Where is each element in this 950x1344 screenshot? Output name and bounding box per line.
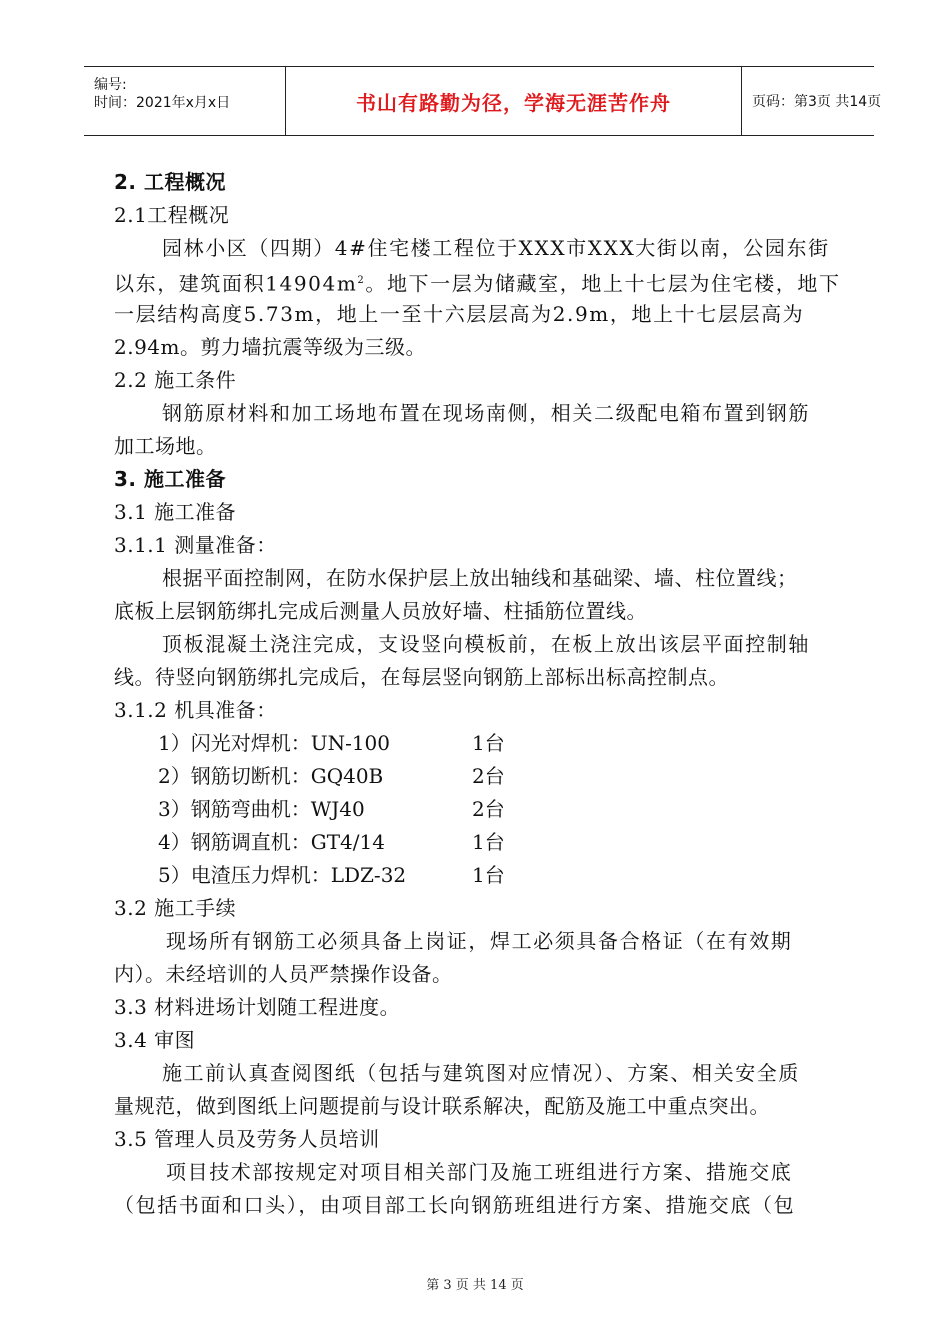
paragraph-line: 项目技术部按规定对项目相关部门及施工班组进行方案、措施交底 (166, 1160, 793, 1184)
machine-qty: 1台 (472, 830, 505, 854)
paragraph-line: 钢筋原材料和加工场地布置在现场南侧，相关二级配电箱布置到钢筋 (162, 401, 810, 425)
paragraph-line: 一层结构高度5.73m，地上一至十六层层高为2.9m，地上十七层层高为 (114, 302, 805, 326)
section-3-5-title: 3.5 管理人员及劳务人员培训 (114, 1127, 380, 1151)
date-label: 时间：2021年x月x日 (94, 95, 231, 111)
paragraph-line (114, 269, 841, 296)
machine-name: 1）闪光对焊机：UN-100 (158, 731, 391, 755)
section-3-4-title: 3.4 审图 (114, 1028, 196, 1052)
header-motto: 书山有路勤为径，学海无涯苦作舟 (286, 67, 742, 135)
section-3-1-title: 3.1 施工准备 (114, 500, 237, 524)
section-3-1-2-title: 3.1.2 机具准备： (114, 698, 277, 722)
section-3-1-1-title: 3.1.1 测量准备： (114, 533, 277, 557)
section-3-title: 3. 施工准备 (114, 467, 226, 491)
machine-name: 5）电渣压力焊机：LDZ-32 (158, 863, 407, 887)
machine-qty: 2台 (472, 764, 505, 788)
machine-name: 2）钢筋切断机：GQ40B (158, 764, 384, 788)
number-label: 编号: (94, 77, 127, 93)
section-2-title: 2. 工程概况 (114, 170, 226, 194)
paragraph-line: 施工前认真查阅图纸（包括与建筑图对应情况）、方案、相关安全质 (162, 1061, 800, 1085)
paragraph-line: （包括书面和口头），由项目部工长向钢筋班组进行方案、措施交底（包 (114, 1193, 796, 1217)
paragraph-line: 根据平面控制网，在防水保护层上放出轴线和基础梁、墙、柱位置线； (162, 566, 798, 590)
paragraph-line: 顶板混凝土浇注完成，支设竖向模板前，在板上放出该层平面控制轴 (162, 632, 810, 656)
paragraph-line: 内）。未经培训的人员严禁操作设备。 (114, 962, 453, 986)
page-header (84, 66, 882, 136)
header-info-cell (84, 67, 286, 135)
paragraph-line: 量规范，做到图纸上问题提前与设计联系解决，配筋及施工中重点突出。 (114, 1094, 770, 1118)
paragraph-line: 线。待竖向钢筋绑扎完成后，在每层竖向钢筋上部标出标高控制点。 (114, 665, 729, 689)
machine-name: 3）钢筋弯曲机：WJ40 (158, 797, 365, 821)
paragraph-line: 园林小区（四期）4#住宅楼工程位于XXX市XXX大街以南，公园东街 (162, 236, 830, 260)
machine-qty: 1台 (472, 863, 505, 887)
paragraph-text: 。地下一层为储藏室，地上十七层为住宅楼，地下 (365, 271, 841, 296)
page-footer: 第 3 页 共 14 页 (426, 1278, 524, 1293)
machine-qty: 1台 (472, 731, 505, 755)
paragraph-line: 现场所有钢筋工必须具备上岗证，焊工必须具备合格证（在有效期 (166, 929, 793, 953)
section-2-2-title: 2.2 施工条件 (114, 368, 237, 392)
section-2-1-title: 2.1工程概况 (114, 203, 230, 227)
paragraph-text: 以东，建筑面积14904m (114, 271, 358, 296)
section-3-3-title: 3.3 材料进场计划随工程进度。 (114, 995, 401, 1019)
superscript: 2 (357, 275, 366, 286)
section-3-2-title: 3.2 施工手续 (114, 896, 237, 920)
paragraph-line: 加工场地。 (114, 434, 217, 458)
machine-qty: 2台 (472, 797, 505, 821)
header-page-label: 页码：第3页 共14页 (752, 94, 882, 110)
paragraph-line: 底板上层钢筋绑扎完成后测量人员放好墙、柱插筋位置线。 (114, 599, 647, 623)
paragraph-line: 2.94m。剪力墙抗震等级为三级。 (114, 335, 426, 359)
machine-name: 4）钢筋调直机：GT4/14 (158, 830, 385, 854)
